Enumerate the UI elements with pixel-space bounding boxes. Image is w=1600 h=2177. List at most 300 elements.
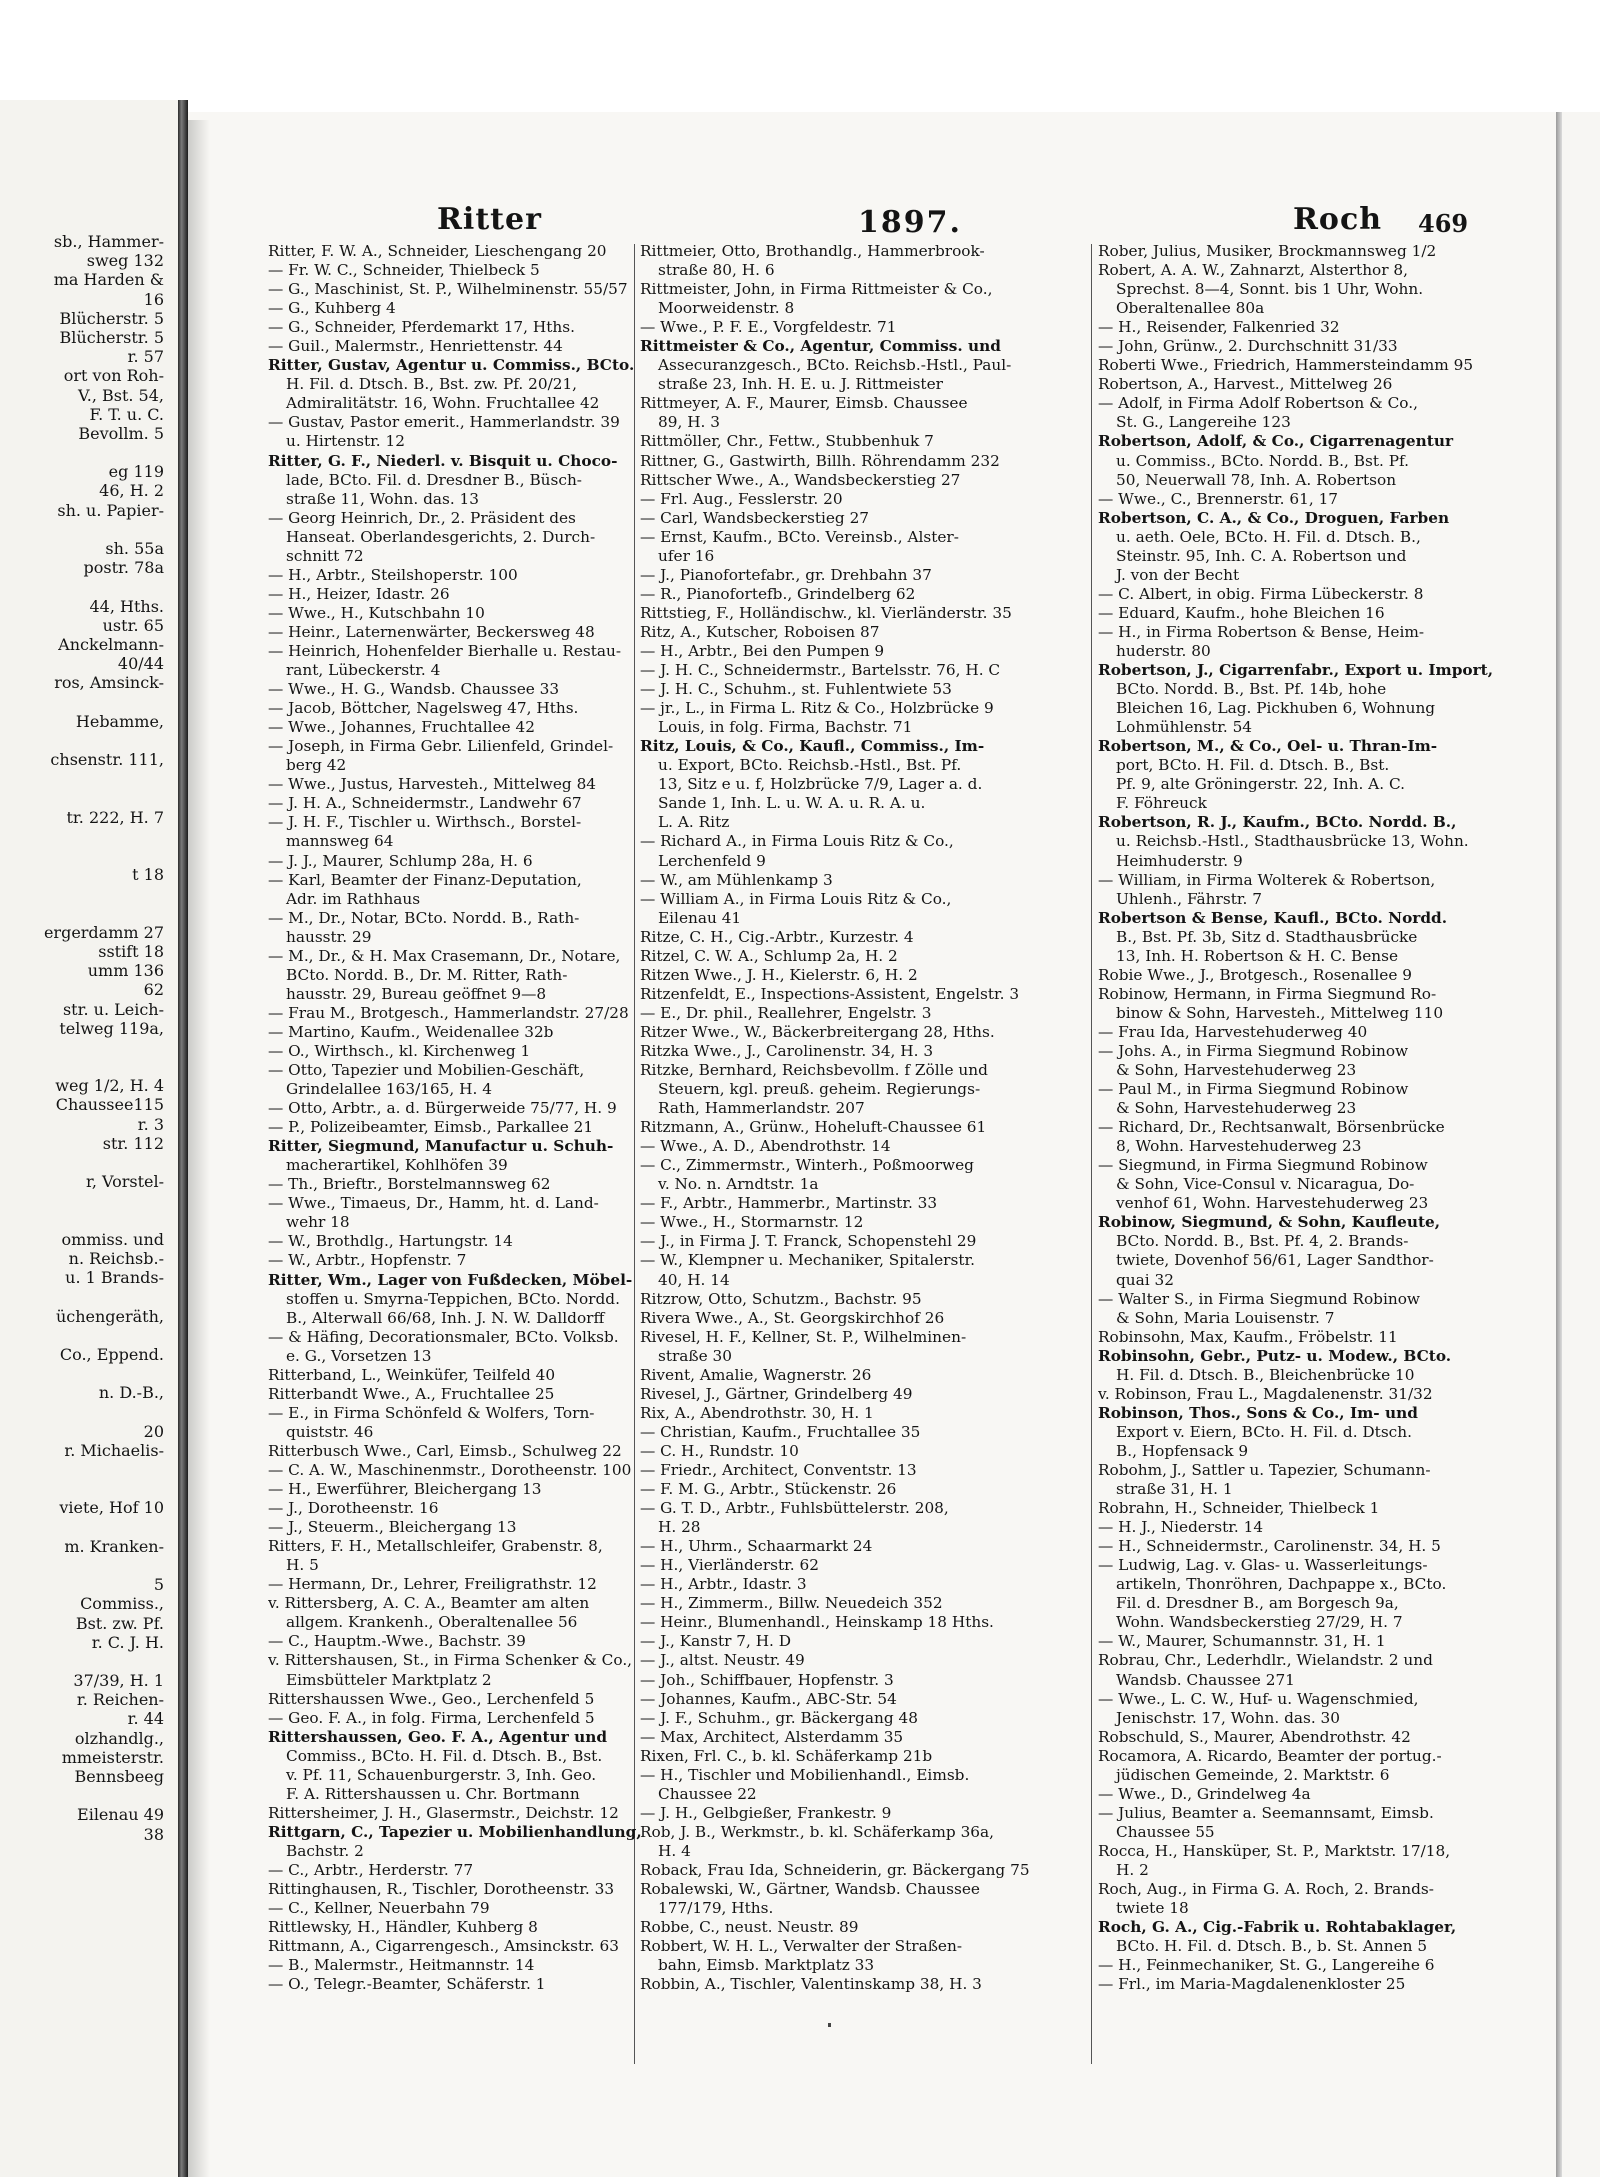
directory-entry: — William, in Firma Wolterek & Robertson, bbox=[1098, 870, 1436, 889]
directory-entry: Rittmeier, Otto, Brothandlg., Hammerbrook- bbox=[640, 242, 985, 260]
directory-entry: straße 23, Inh. H. E. u. J. Rittmeister bbox=[658, 375, 943, 394]
directory-entry: Robbe, C., neust. Neustr. 89 bbox=[640, 1918, 859, 1937]
directory-entry: — Wwe., P. F. E., Vorgfeldestr. 71 bbox=[640, 318, 897, 337]
left-page-fragment-line: 37/39, H. 1 bbox=[73, 1671, 164, 1691]
directory-entry: quai 32 bbox=[1116, 1270, 1174, 1289]
directory-entry: St. G., Langereihe 123 bbox=[1116, 413, 1291, 432]
left-page-fragment-line: n. Reichsb.- bbox=[68, 1248, 164, 1268]
left-page-fragment-line bbox=[0, 1038, 178, 1057]
left-page-fragment-line: r. Michaelis- bbox=[64, 1440, 164, 1460]
directory-entry: — F., Arbtr., Hammerbr., Martinstr. 33 bbox=[640, 1194, 938, 1213]
directory-entry: BCto. Nordd. B., Bst. Pf. 4, 2. Brands- bbox=[1116, 1232, 1409, 1251]
directory-entry: — Frl. Aug., Fesslerstr. 20 bbox=[640, 489, 843, 508]
directory-entry: Sande 1, Inh. L. u. W. A. u. R. A. u. bbox=[658, 794, 926, 813]
left-page-fragment-line: r. 3 bbox=[137, 1114, 164, 1134]
directory-entry: port, BCto. H. Fil. d. Dtsch. B., Bst. bbox=[1116, 756, 1390, 775]
left-page-fragment-line: 40/44 bbox=[117, 654, 164, 674]
left-page-fragment bbox=[0, 100, 178, 2177]
directory-entry: Rocamora, A. Ricardo, Beamter der portug.- bbox=[1098, 1746, 1442, 1765]
directory-entry: allgem. Krankenh., Oberaltenallee 56 bbox=[286, 1613, 578, 1632]
left-page-fragment-line bbox=[0, 846, 178, 865]
directory-entry: F. Föhreuck bbox=[1116, 794, 1207, 813]
left-page-fragment-line: str. u. Leich- bbox=[62, 999, 164, 1019]
directory-entry: Sprechst. 8—4, Sonnt. bis 1 Uhr, Wohn. bbox=[1116, 280, 1424, 299]
left-page-fragment-line bbox=[0, 1402, 178, 1421]
directory-entry: Rittmeister & Co., Agentur, Commiss. und bbox=[640, 337, 1001, 356]
directory-entry: straße 11, Wohn. das. 13 bbox=[286, 489, 480, 508]
directory-entry: — Guil., Malermstr., Henriettenstr. 44 bbox=[268, 337, 563, 356]
directory-entry: Rittersheimer, J. H., Glasermstr., Deichstr. 12 bbox=[268, 1803, 619, 1822]
left-page-fragment-line: 62 bbox=[143, 980, 164, 1000]
directory-entry: v. Rittersberg, A. C. A., Beamter am alten bbox=[268, 1594, 590, 1613]
directory-entry: Ritzke, Bernhard, Reichsbevollm. f Zölle und bbox=[640, 1061, 988, 1080]
directory-entry: 40, H. 14 bbox=[658, 1270, 730, 1289]
left-page-fragment-line bbox=[0, 443, 178, 462]
directory-entry: — C., Kellner, Neuerbahn 79 bbox=[268, 1899, 490, 1918]
directory-entry: Robalewski, W., Gärtner, Wandsb. Chaussee bbox=[640, 1880, 980, 1899]
directory-entry: — Richard, Dr., Rechtsanwalt, Börsenbrücke bbox=[1098, 1118, 1445, 1137]
directory-entry: J. von der Becht bbox=[1116, 565, 1240, 584]
left-page-fragment-line bbox=[0, 884, 178, 903]
directory-entry: hausstr. 29, Bureau geöffnet 9—8 bbox=[286, 984, 547, 1003]
left-page-fragment-line: chsenstr. 111, bbox=[50, 750, 164, 770]
left-page-fragment-line: viete, Hof 10 bbox=[59, 1498, 164, 1518]
directory-entry: — C., Hauptm.-Wwe., Bachstr. 39 bbox=[268, 1632, 526, 1651]
directory-entry: Rittmeyer, A. F., Maurer, Eimsb. Chaussee bbox=[640, 394, 968, 413]
directory-entry: bahn, Eimsb. Marktplatz 33 bbox=[658, 1956, 875, 1975]
left-page-fragment-line bbox=[0, 520, 178, 539]
left-page-fragment-line: 38 bbox=[143, 1824, 164, 1844]
directory-entry: wehr 18 bbox=[286, 1213, 350, 1232]
directory-entry: — J., Steuerm., Bleichergang 13 bbox=[268, 1518, 517, 1537]
directory-entry: — Siegmund, in Firma Siegmund Robinow bbox=[1098, 1156, 1428, 1175]
directory-entry: — Frau Ida, Harvestehuderweg 40 bbox=[1098, 1022, 1368, 1041]
left-page-fragment-line bbox=[0, 1460, 178, 1479]
directory-entry: Ritze, C. H., Cig.-Arbtr., Kurzestr. 4 bbox=[640, 927, 914, 946]
left-page-fragment-line bbox=[0, 1057, 178, 1076]
left-page-fragment-line: Bst. zw. Pf. bbox=[75, 1613, 164, 1633]
left-page-fragment-line: ma Harden & bbox=[53, 270, 164, 290]
directory-entry: twiete 18 bbox=[1116, 1899, 1189, 1918]
book-spine bbox=[178, 100, 188, 2177]
directory-entry: — Jacob, Böttcher, Nagelsweg 47, Hths. bbox=[268, 699, 579, 718]
left-page-fragment-line bbox=[0, 1556, 178, 1575]
directory-entry: — J., Dorotheenstr. 16 bbox=[268, 1499, 439, 1518]
left-page-fragment-line: Bennsbeeg bbox=[74, 1767, 164, 1786]
directory-entry: — Hermann, Dr., Lehrer, Freiligrathstr. 12 bbox=[268, 1575, 597, 1594]
directory-entry: Ritz, Louis, & Co., Kaufl., Commiss., Im- bbox=[640, 737, 985, 756]
left-page-fragment-line: Blücherstr. 5 bbox=[59, 327, 164, 347]
print-mark bbox=[828, 2023, 831, 2027]
directory-entry: & Sohn, Vice-Consul v. Nicaragua, Do- bbox=[1116, 1175, 1415, 1194]
directory-entry: & Sohn, Maria Louisenstr. 7 bbox=[1116, 1308, 1335, 1327]
directory-entry: Rath, Hammerlandstr. 207 bbox=[658, 1099, 865, 1118]
directory-entry: quiststr. 46 bbox=[286, 1422, 374, 1441]
left-page-fragment-line: 44, Hths. bbox=[89, 596, 164, 616]
directory-entry: — J. J., Maurer, Schlump 28a, H. 6 bbox=[268, 851, 533, 870]
directory-entry: e. G., Vorsetzen 13 bbox=[286, 1346, 432, 1365]
directory-entry: Rittershaussen Wwe., Geo., Lerchenfeld 5 bbox=[268, 1689, 595, 1708]
left-page-fragment-line: tr. 222, H. 7 bbox=[66, 807, 164, 827]
directory-entry: — John, Grünw., 2. Durchschnitt 31/33 bbox=[1098, 337, 1398, 356]
directory-entry: — H., Reisender, Falkenried 32 bbox=[1098, 318, 1340, 337]
directory-entry: Bleichen 16, Lag. Pickhuben 6, Wohnung bbox=[1116, 699, 1436, 718]
left-page-fragment-line: u. 1 Brands- bbox=[65, 1268, 164, 1288]
directory-entry: Rittinghausen, R., Tischler, Dorotheenstr. 33 bbox=[268, 1880, 615, 1899]
directory-entry: — Wwe., H., Kutschbahn 10 bbox=[268, 603, 485, 622]
page-number: 469 bbox=[1418, 209, 1469, 238]
left-page-fragment-line bbox=[0, 1211, 178, 1230]
directory-entry: Ritter, Gustav, Agentur u. Commiss., BCto. bbox=[268, 356, 635, 375]
left-page-fragment-line bbox=[0, 827, 178, 846]
directory-entry: Louis, in folg. Firma, Bachstr. 71 bbox=[658, 718, 913, 737]
directory-entry: v. Pf. 11, Schauenburgerstr. 3, Inh. Geo. bbox=[286, 1765, 597, 1784]
directory-entry: — O., Wirthsch., kl. Kirchenweg 1 bbox=[268, 1041, 531, 1060]
directory-entry: — H., Arbtr., Steilshoperstr. 100 bbox=[268, 565, 518, 584]
left-page-fragment-line: 46, H. 2 bbox=[99, 481, 164, 501]
directory-entry: Rittlewsky, H., Händler, Kuhberg 8 bbox=[268, 1918, 538, 1937]
directory-entry: — H., Heizer, Idastr. 26 bbox=[268, 584, 450, 603]
directory-entry: — Wwe., H., Stormarnstr. 12 bbox=[640, 1213, 864, 1232]
directory-entry: u. aeth. Oele, BCto. H. Fil. d. Dtsch. B., bbox=[1116, 527, 1421, 546]
directory-entry: — F. M. G., Arbtr., Stückenstr. 26 bbox=[640, 1480, 897, 1499]
directory-entry: twiete, Dovenhof 56/61, Lager Sandthor- bbox=[1116, 1251, 1434, 1270]
directory-entry: — J. F., Schuhm., gr. Bäckergang 48 bbox=[640, 1708, 918, 1727]
spine-shadow bbox=[188, 120, 210, 2177]
left-page-fragment-line: ustr. 65 bbox=[102, 615, 164, 635]
directory-entry: — M., Dr., & H. Max Crasemann, Dr., Notare, bbox=[268, 946, 621, 965]
running-head-right: Roch bbox=[1293, 202, 1383, 237]
directory-entry: Robert, A. A. W., Zahnarzt, Alsterthor 8, bbox=[1098, 261, 1409, 280]
directory-entry: — G., Kuhberg 4 bbox=[268, 299, 396, 318]
directory-entry: — Wwe., Johannes, Fruchtallee 42 bbox=[268, 718, 535, 737]
left-page-fragment-line: mmeisterstr. bbox=[61, 1747, 164, 1767]
left-page-fragment-line bbox=[0, 788, 178, 807]
left-page-fragment-line bbox=[0, 1652, 178, 1671]
directory-entry: — Karl, Beamter der Finanz-Deputation, bbox=[268, 870, 582, 889]
directory-entry: Steuern, kgl. preuß. geheim. Regierungs- bbox=[658, 1080, 981, 1099]
directory-entry: Rocca, H., Hansküper, St. P., Marktstr. 17/18, bbox=[1098, 1841, 1451, 1860]
directory-entry: Robie Wwe., J., Brotgesch., Rosenallee 9 bbox=[1098, 965, 1413, 984]
left-page-text-fragments bbox=[0, 232, 178, 1844]
directory-entry: 13, Inh. H. Robertson & H. C. Bense bbox=[1116, 946, 1399, 965]
directory-entry: — J., in Firma J. T. Franck, Schopenstehl 29 bbox=[640, 1232, 977, 1251]
left-page-fragment-line bbox=[0, 1326, 178, 1345]
directory-entry: Jenischstr. 17, Wohn. das. 30 bbox=[1116, 1708, 1341, 1727]
directory-entry: — H., Ewerführer, Bleichergang 13 bbox=[268, 1480, 542, 1499]
directory-entry: Rittmöller, Chr., Fettw., Stubbenhuk 7 bbox=[640, 432, 934, 451]
directory-entry: H. Fil. d. Dtsch. B., Bst. zw. Pf. 20/21, bbox=[286, 375, 578, 394]
directory-entry: Ritzel, C. W. A., Schlump 2a, H. 2 bbox=[640, 946, 898, 965]
directory-entry: — B., Malermstr., Heitmannstr. 14 bbox=[268, 1956, 535, 1975]
directory-entry: Rittner, G., Gastwirth, Billh. Röhrendamm 232 bbox=[640, 451, 1000, 470]
directory-entry: L. A. Ritz bbox=[658, 813, 730, 832]
left-page-fragment-line: weg 1/2, H. 4 bbox=[55, 1076, 164, 1096]
left-page-fragment-line: postr. 78a bbox=[83, 558, 164, 578]
directory-entry: Robinsohn, Max, Kaufm., Fröbelstr. 11 bbox=[1098, 1327, 1398, 1346]
directory-entry: — Wwe., Timaeus, Dr., Hamm, ht. d. Land- bbox=[268, 1194, 599, 1213]
directory-entry: Rixen, Frl. C., b. kl. Schäferkamp 21b bbox=[640, 1746, 933, 1765]
left-page-fragment-line bbox=[0, 1479, 178, 1498]
directory-entry: Ritzenfeldt, E., Inspections-Assistent, Engelstr. 3 bbox=[640, 984, 1020, 1003]
directory-entry: Wohn. Wandsbeckerstieg 27/29, H. 7 bbox=[1116, 1613, 1403, 1632]
running-head-left: Ritter bbox=[437, 202, 542, 237]
directory-entry: — H., Uhrm., Schaarmarkt 24 bbox=[640, 1537, 873, 1556]
directory-entry: Rob, J. B., Werkmstr., b. kl. Schäferkamp 36a, bbox=[640, 1822, 995, 1841]
directory-entry: — Adolf, in Firma Adolf Robertson & Co., bbox=[1098, 394, 1418, 413]
directory-entry: BCto. H. Fil. d. Dtsch. B., b. St. Annen 5 bbox=[1116, 1937, 1428, 1956]
left-page-fragment-line: m. Kranken- bbox=[64, 1536, 164, 1556]
directory-entry: — H., Feinmechaniker, St. G., Langereihe 6 bbox=[1098, 1956, 1435, 1975]
directory-entry: — Heinr., Laternenwärter, Beckersweg 48 bbox=[268, 622, 595, 641]
directory-entry: — Wwe., Justus, Harvesteh., Mittelweg 84 bbox=[268, 775, 597, 794]
left-page-fragment-line: str. 112 bbox=[102, 1133, 164, 1153]
directory-entry: — Th., Brieftr., Borstelmannsweg 62 bbox=[268, 1175, 551, 1194]
directory-entry: Roch, Aug., in Firma G. A. Roch, 2. Brands- bbox=[1098, 1880, 1434, 1899]
directory-entry: — W., Klempner u. Mechaniker, Spitalerstr. bbox=[640, 1251, 975, 1270]
directory-entry: H. Fil. d. Dtsch. B., Bleichenbrücke 10 bbox=[1116, 1365, 1415, 1384]
directory-entry: schnitt 72 bbox=[286, 546, 364, 565]
directory-entry: Robrau, Chr., Lederhdlr., Wielandstr. 2 und bbox=[1098, 1651, 1433, 1670]
directory-entry: mannsweg 64 bbox=[286, 832, 394, 851]
left-page-fragment-line: sweg 132 bbox=[86, 251, 164, 271]
directory-entry: B., Bst. Pf. 3b, Sitz d. Stadthausbrücke bbox=[1116, 927, 1418, 946]
left-page-fragment-line: üchengeräth, bbox=[55, 1306, 164, 1326]
directory-entry: Ritterbusch Wwe., Carl, Eimsb., Schulweg 22 bbox=[268, 1441, 622, 1460]
left-page-fragment-line: Eilenau 49 bbox=[77, 1805, 164, 1825]
directory-entry: — H., Arbtr., Idastr. 3 bbox=[640, 1575, 807, 1594]
directory-entry: — Martino, Kaufm., Weidenallee 32b bbox=[268, 1022, 554, 1041]
running-head-year: 1897. bbox=[858, 205, 962, 240]
directory-entry: Robinson, Thos., Sons & Co., Im- und bbox=[1098, 1403, 1418, 1422]
directory-entry: — G. T. D., Arbtr., Fuhlsbüttelerstr. 208, bbox=[640, 1499, 949, 1518]
left-page-fragment-line: 16 bbox=[143, 289, 164, 309]
directory-entry: Robinsohn, Gebr., Putz- u. Modew., BCto. bbox=[1098, 1346, 1452, 1365]
directory-entry: Export v. Eiern, BCto. H. Fil. d. Dtsch. bbox=[1116, 1422, 1412, 1441]
left-page-fragment-line: 20 bbox=[143, 1421, 164, 1441]
left-page-fragment-line bbox=[0, 577, 178, 596]
directory-entry: Robbin, A., Tischler, Valentinskamp 38, H. 3 bbox=[640, 1975, 982, 1994]
directory-entry: v. Robinson, Frau L., Magdalenenstr. 31/32 bbox=[1098, 1384, 1433, 1403]
left-page-fragment-line: Hebamme, bbox=[75, 711, 164, 731]
directory-entry: hausstr. 29 bbox=[286, 927, 372, 946]
left-page-fragment-line: 5 bbox=[153, 1575, 164, 1595]
directory-entry: — H., Zimmerm., Billw. Neuedeich 352 bbox=[640, 1594, 943, 1613]
directory-entry: Robertson, M., & Co., Oel- u. Thran-Im- bbox=[1098, 737, 1438, 756]
directory-entry: Ritterbandt Wwe., A., Fruchtallee 25 bbox=[268, 1384, 555, 1403]
directory-entry: Adr. im Rathhaus bbox=[286, 889, 421, 908]
directory-entry: — H., Vierländerstr. 62 bbox=[640, 1556, 819, 1575]
directory-entry: — J. H. C., Schuhm., st. Fuhlentwiete 53 bbox=[640, 680, 952, 699]
left-page-fragment-line bbox=[0, 1287, 178, 1306]
directory-entry: Ritzka Wwe., J., Carolinenstr. 34, H. 3 bbox=[640, 1041, 934, 1060]
directory-entry: B., Hopfensack 9 bbox=[1116, 1441, 1249, 1460]
directory-entry: — J. H., Gelbgießer, Frankestr. 9 bbox=[640, 1803, 892, 1822]
directory-entry: Robschuld, S., Maurer, Abendrothstr. 42 bbox=[1098, 1727, 1411, 1746]
directory-entry: — C., Arbtr., Herderstr. 77 bbox=[268, 1860, 474, 1879]
directory-entry: Rittmann, A., Cigarrengesch., Amsinckstr. 63 bbox=[268, 1937, 619, 1956]
left-page-fragment-line bbox=[0, 1364, 178, 1383]
left-page-fragment-line: n. D.-B., bbox=[98, 1383, 164, 1403]
directory-entry: Ritzrow, Otto, Schutzm., Bachstr. 95 bbox=[640, 1289, 922, 1308]
directory-entry: — G., Maschinist, St. P., Wilhelminenstr. 55/57 bbox=[268, 280, 628, 299]
directory-entry: Ritzen Wwe., J. H., Kielerstr. 6, H. 2 bbox=[640, 965, 918, 984]
directory-entry: — R., Pianofortefb., Grindelberg 62 bbox=[640, 584, 916, 603]
directory-column-3 bbox=[1098, 242, 1494, 2062]
directory-entry: Ritterband, L., Weinküfer, Teilfeld 40 bbox=[268, 1365, 556, 1384]
directory-entry: Eimsbütteler Marktplatz 2 bbox=[286, 1670, 492, 1689]
directory-entry: Pf. 9, alte Gröningerstr. 22, Inh. A. C. bbox=[1116, 775, 1405, 794]
directory-entry: venhof 61, Wohn. Harvestehuderweg 23 bbox=[1116, 1194, 1429, 1213]
directory-entry: — Geo. F. A., in folg. Firma, Lerchenfeld 5 bbox=[268, 1708, 595, 1727]
directory-entry: Roch, G. A., Cig.-Fabrik u. Rohtabaklager, bbox=[1098, 1918, 1457, 1937]
directory-entry: Eilenau 41 bbox=[658, 908, 742, 927]
left-page-fragment-line: Chaussee115 bbox=[55, 1095, 164, 1115]
directory-entry: Rivesel, H. F., Kellner, St. P., Wilhelminen- bbox=[640, 1327, 967, 1346]
directory-entry: — Christian, Kaufm., Fruchtallee 35 bbox=[640, 1422, 921, 1441]
directory-entry: H. 28 bbox=[658, 1518, 701, 1537]
directory-entry: BCto. Nordd. B., Bst. Pf. 14b, hohe bbox=[1116, 680, 1387, 699]
directory-entry: — Richard A., in Firma Louis Ritz & Co., bbox=[640, 832, 954, 851]
directory-entry: — Ernst, Kaufm., BCto. Vereinsb., Alster- bbox=[640, 527, 959, 546]
directory-entry: Ritter, G. F., Niederl. v. Bisquit u. Choco- bbox=[268, 451, 618, 470]
directory-entry: — E., Dr. phil., Reallehrer, Engelstr. 3 bbox=[640, 1003, 932, 1022]
directory-entry: — Walter S., in Firma Siegmund Robinow bbox=[1098, 1289, 1421, 1308]
directory-entry: stoffen u. Smyrna-Teppichen, BCto. Nordd. bbox=[286, 1289, 620, 1308]
directory-entry: — Fr. W. C., Schneider, Thielbeck 5 bbox=[268, 261, 540, 280]
directory-entry: — E., in Firma Schönfeld & Wolfers, Torn- bbox=[268, 1403, 595, 1422]
directory-entry: Oberaltenallee 80a bbox=[1116, 299, 1265, 318]
directory-column-1 bbox=[268, 242, 643, 2062]
directory-entry: Ritters, F. H., Metallschleifer, Grabenstr. 8, bbox=[268, 1537, 603, 1556]
directory-entry: — C. H., Rundstr. 10 bbox=[640, 1441, 799, 1460]
directory-entry: u. Export, BCto. Reichsb.-Hstl., Bst. Pf. bbox=[658, 756, 962, 775]
directory-entry: 89, H. 3 bbox=[658, 413, 720, 432]
left-page-fragment-line: r. 57 bbox=[127, 347, 164, 367]
left-page-fragment-line: Commiss., bbox=[80, 1594, 164, 1614]
left-page-fragment-line bbox=[0, 769, 178, 788]
directory-entry: Robertson, C. A., & Co., Droguen, Farben bbox=[1098, 508, 1450, 527]
directory-entry: Chaussee 55 bbox=[1116, 1822, 1215, 1841]
directory-entry: 8, Wohn. Harvestehuderweg 23 bbox=[1116, 1137, 1362, 1156]
left-page-fragment-line: Anckelmann- bbox=[58, 634, 164, 654]
directory-entry: — Wwe., C., Brennerstr. 61, 17 bbox=[1098, 489, 1339, 508]
scan-top-margin bbox=[0, 0, 1600, 112]
directory-entry: Rivesel, J., Gärtner, Grindelberg 49 bbox=[640, 1384, 913, 1403]
directory-entry: — O., Telegr.-Beamter, Schäferstr. 1 bbox=[268, 1975, 546, 1994]
directory-entry: straße 30 bbox=[658, 1346, 733, 1365]
left-page-fragment-line: ommiss. und bbox=[61, 1229, 164, 1249]
directory-entry: — P., Polizeibeamter, Eimsb., Parkallee 21 bbox=[268, 1118, 594, 1137]
directory-entry: 13, Sitz e u. f, Holzbrücke 7/9, Lager a. d. bbox=[658, 775, 983, 794]
directory-entry: — Heinrich, Hohenfelder Bierhalle u. Restau- bbox=[268, 641, 622, 660]
left-page-fragment-line: r. C. J. H. bbox=[91, 1632, 164, 1652]
directory-entry: Uhlenh., Fährstr. 7 bbox=[1116, 889, 1262, 908]
directory-entry: — C. A. W., Maschinenmstr., Dorotheenstr. 100 bbox=[268, 1461, 632, 1479]
directory-entry: — & Häfing, Decorationsmaler, BCto. Volksb. bbox=[268, 1327, 619, 1346]
directory-entry: — Frl., im Maria-Magdalenenkloster 25 bbox=[1098, 1975, 1406, 1994]
directory-column-2 bbox=[640, 242, 1034, 2062]
directory-entry: — Max, Architect, Alsterdamm 35 bbox=[640, 1727, 904, 1746]
directory-entry: Robinow, Siegmund, & Sohn, Kaufleute, bbox=[1098, 1213, 1441, 1232]
directory-entry: Robertson, Adolf, & Co., Cigarrenagentur bbox=[1098, 432, 1454, 451]
left-page-fragment-line bbox=[0, 731, 178, 750]
directory-entry: berg 42 bbox=[286, 756, 347, 775]
directory-entry: — W., Arbtr., Hopfenstr. 7 bbox=[268, 1251, 467, 1270]
directory-entry: — W., Brothdlg., Hartungstr. 14 bbox=[268, 1232, 513, 1251]
directory-entry: — Paul M., in Firma Siegmund Robinow bbox=[1098, 1080, 1409, 1099]
directory-entry: — Wwe., H. G., Wandsb. Chaussee 33 bbox=[268, 680, 560, 699]
directory-entry: 50, Neuerwall 78, Inh. A. Robertson bbox=[1116, 470, 1397, 489]
left-page-fragment-line: ort von Roh- bbox=[63, 366, 164, 386]
right-page-edge bbox=[1556, 112, 1562, 2177]
directory-entry: — Friedr., Architect, Conventstr. 13 bbox=[640, 1461, 917, 1479]
directory-entry: — H., Tischler und Mobilienhandl., Eimsb. bbox=[640, 1765, 970, 1784]
directory-entry: Heimhuderstr. 9 bbox=[1116, 851, 1243, 870]
directory-entry: — Gustav, Pastor emerit., Hammerlandstr. 39 bbox=[268, 413, 620, 432]
directory-entry: — Otto, Arbtr., a. d. Bürgerweide 75/77, H. 9 bbox=[268, 1099, 617, 1118]
directory-entry: — C., Zimmermstr., Winterh., Poßmoorweg bbox=[640, 1156, 974, 1175]
directory-entry: Robertson, J., Cigarrenfabr., Export u. Import, bbox=[1098, 661, 1494, 680]
directory-entry: binow & Sohn, Harvesteh., Mittelweg 110 bbox=[1116, 1003, 1444, 1022]
directory-entry: — J. H. C., Schneidermstr., Bartelsstr. 76, H. C bbox=[640, 661, 1001, 680]
left-page-fragment-line: telweg 119a, bbox=[59, 1018, 164, 1038]
directory-entry: — H., in Firma Robertson & Bense, Heim- bbox=[1098, 622, 1425, 641]
left-page-fragment-line bbox=[0, 1191, 178, 1210]
directory-entry: — J. H. A., Schneidermstr., Landwehr 67 bbox=[268, 794, 582, 813]
directory-entry: — Wwe., D., Grindelweg 4a bbox=[1098, 1784, 1311, 1803]
left-page-fragment-line: sb., Hammer- bbox=[53, 232, 164, 251]
directory-entry: u. Hirtenstr. 12 bbox=[286, 432, 405, 451]
directory-entry: Robertson, A., Harvest., Mittelweg 26 bbox=[1098, 375, 1393, 394]
directory-entry: Rivera Wwe., A., St. Georgskirchhof 26 bbox=[640, 1308, 945, 1327]
directory-entry: F. A. Rittershaussen u. Chr. Bortmann bbox=[286, 1784, 580, 1803]
directory-entry: straße 80, H. 6 bbox=[658, 261, 775, 280]
directory-entry: Rittmeister, John, in Firma Rittmeister & Co., bbox=[640, 280, 993, 299]
directory-entry: rant, Lübeckerstr. 4 bbox=[286, 661, 441, 680]
directory-entry: Rober, Julius, Musiker, Brockmannsweg 1/2 bbox=[1098, 242, 1437, 260]
directory-entry: — Johannes, Kaufm., ABC-Str. 54 bbox=[640, 1689, 897, 1708]
directory-entry: — H., Arbtr., Bei den Pumpen 9 bbox=[640, 641, 885, 660]
directory-entry: u. Commiss., BCto. Nordd. B., Bst. Pf. bbox=[1116, 451, 1410, 470]
directory-entry: Rittstieg, F., Holländischw., kl. Vierländerstr. 35 bbox=[640, 603, 1012, 622]
directory-entry: artikeln, Thonröhren, Dachpappe x., BCto. bbox=[1116, 1575, 1447, 1594]
left-page-fragment-line bbox=[0, 904, 178, 923]
directory-entry: Grindelallee 163/165, H. 4 bbox=[286, 1080, 492, 1099]
directory-entry: H. 4 bbox=[658, 1841, 691, 1860]
directory-entry: — W., Maurer, Schumannstr. 31, H. 1 bbox=[1098, 1632, 1386, 1651]
left-page-fragment-line: V., Bst. 54, bbox=[77, 385, 164, 405]
left-page-fragment-line bbox=[0, 1786, 178, 1805]
directory-entry: Ritzer Wwe., W., Bäckerbreitergang 28, Hths. bbox=[640, 1022, 995, 1041]
directory-entry: Wandsb. Chaussee 271 bbox=[1116, 1670, 1295, 1689]
left-page-fragment-line: r. Reichen- bbox=[76, 1690, 164, 1710]
directory-entry: — J., altst. Neustr. 49 bbox=[640, 1651, 805, 1670]
directory-entry: 177/179, Hths. bbox=[658, 1899, 774, 1918]
directory-entry: & Sohn, Harvestehuderweg 23 bbox=[1116, 1061, 1357, 1080]
directory-entry: — C. Albert, in obig. Firma Lübeckerstr. 8 bbox=[1098, 584, 1424, 603]
directory-entry: Ritter, Siegmund, Manufactur u. Schuh- bbox=[268, 1137, 614, 1156]
directory-entry: — W., am Mühlenkamp 3 bbox=[640, 870, 833, 889]
directory-entry: Admiralitätstr. 16, Wohn. Fruchtallee 42 bbox=[286, 394, 600, 413]
left-page-fragment-line bbox=[0, 693, 178, 712]
directory-entry: Robrahn, H., Schneider, Thielbeck 1 bbox=[1098, 1499, 1380, 1518]
directory-entry: Rix, A., Abendrothstr. 30, H. 1 bbox=[640, 1403, 874, 1422]
left-page-fragment-line: sstift 18 bbox=[98, 941, 164, 961]
directory-entry: Assecuranzgesch., BCto. Reichsb.-Hstl., Paul- bbox=[658, 356, 1012, 375]
directory-entry: v. No. n. Arndtstr. 1a bbox=[658, 1175, 819, 1194]
directory-entry: Chaussee 22 bbox=[658, 1784, 757, 1803]
